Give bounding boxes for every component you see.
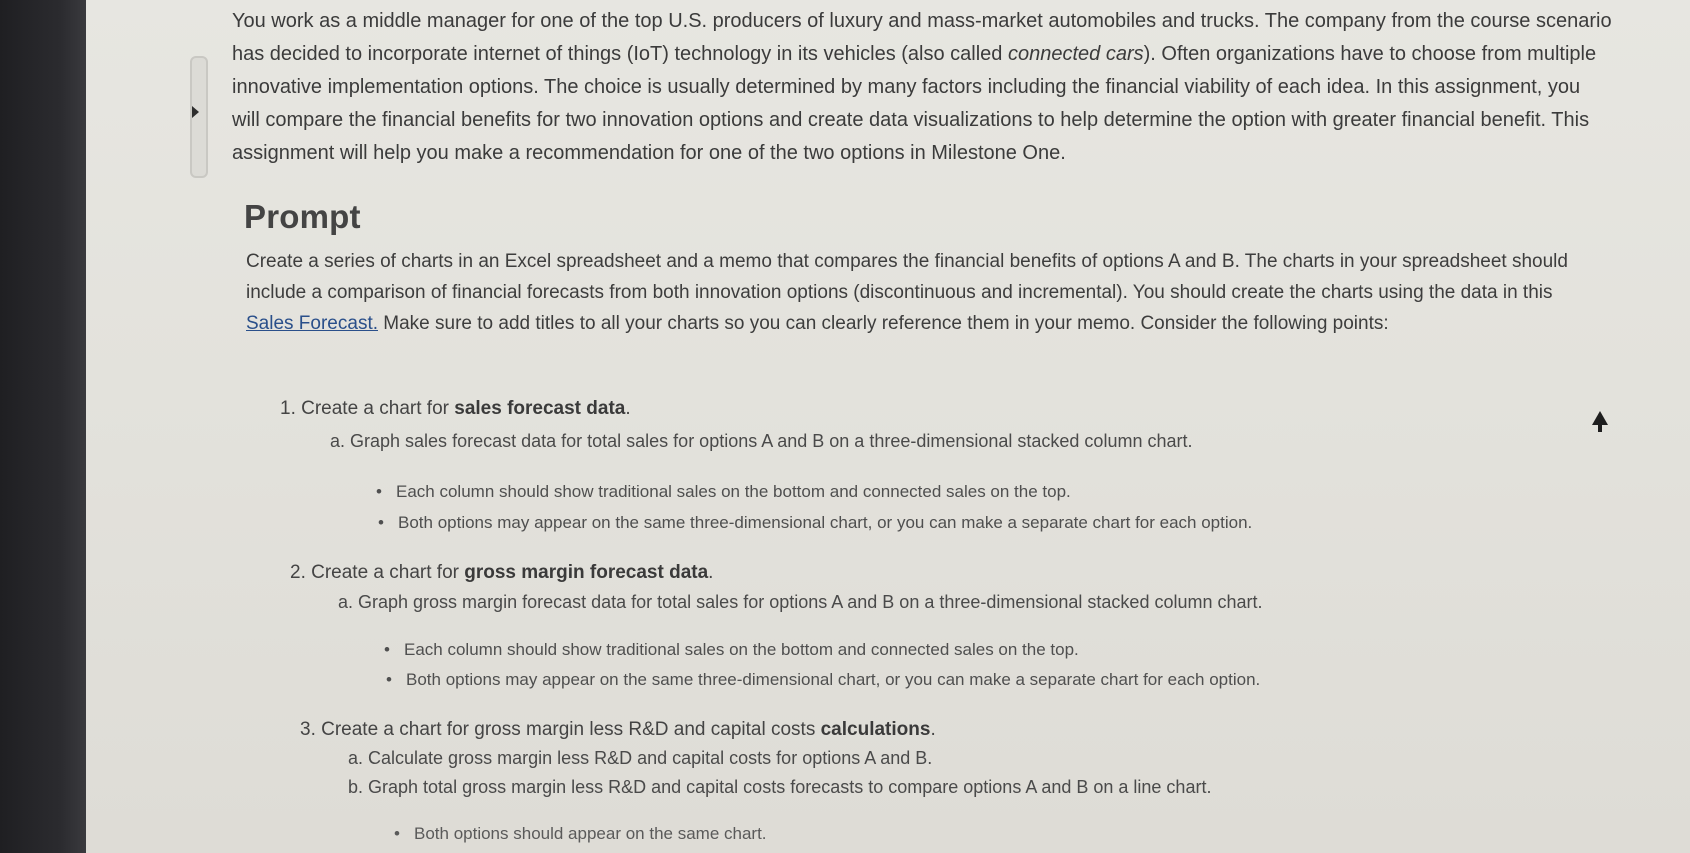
list-item-1-text: 1. Create a chart for <box>280 398 455 419</box>
monitor-bezel <box>0 0 86 853</box>
bullet-text: Both options may appear on the same three-dimensional chart, or you can make a separate chart for each option. <box>406 670 1261 689</box>
list-item-1a: a. Graph sales forecast data for total sales for options A and B on a three-dimensional stacked column chart. <box>330 431 1193 451</box>
list-item-1 <box>280 398 631 420</box>
bullet-icon: • <box>376 482 382 501</box>
prompt-heading: Prompt <box>244 198 361 235</box>
list-item-2 <box>290 562 713 584</box>
sales-forecast-link[interactable]: Sales Forecast. <box>246 313 378 334</box>
prompt-text-part1: Create a series of charts in an Excel spreadsheet and a memo that compares the financial benefits of options A and B. The charts in your spreadsheet should include a comparison of financial forecasts from both innovation options (discontinuous and incremental). You should create the charts using the data in this <box>246 251 1568 303</box>
list-item-3-end: . <box>930 719 936 740</box>
bullet-icon: • <box>378 513 384 532</box>
list-item-2-bold: gross margin forecast data <box>464 562 709 583</box>
prompt-paragraph <box>246 246 1596 339</box>
intro-text-part1: You work as a middle manager for one of the top U.S. producers of luxury and mass-market automobiles and trucks. The company from the course scenario has decided to incorporate internet of things (IoT) technology in its vehicles (also called <box>232 10 1612 65</box>
list-item-2-bullet-2 <box>386 670 1260 690</box>
intro-emphasis: connected cars <box>1007 43 1144 65</box>
list-item-2-end: . <box>708 562 714 583</box>
list-item-2a: a. Graph gross margin forecast data for total sales for options A and B on a three-dimensional stacked column chart. <box>338 592 1263 612</box>
list-item-3-text: 3. Create a chart for gross margin less R&D and capital costs <box>300 719 821 740</box>
intro-text-part2: ). Often organizations have to choose from multiple innovative implementation options. The choice is usually determined by many factors including the financial viability of each idea. In this assignment, you will compare the financial benefits for two innovation options and create data visualizations to help determine the option with greater financial benefit. This assignment will help you make a recommendation for one of the two options in Milestone One. <box>232 43 1597 164</box>
mouse-cursor-icon <box>1592 411 1608 425</box>
list-item-1-bullet-2 <box>378 513 1252 533</box>
list-item-2-bullet-1 <box>384 640 1079 660</box>
bullet-text: Both options may appear on the same three-dimensional chart, or you can make a separate chart for each option. <box>398 513 1253 532</box>
list-item-3a: a. Calculate gross margin less R&D and capital costs for options A and B. <box>348 748 933 768</box>
bullet-icon: • <box>394 824 400 843</box>
list-item-3b: b. Graph total gross margin less R&D and capital costs forecasts to compare options A and B on a line chart. <box>348 777 1212 797</box>
intro-paragraph <box>232 5 1612 170</box>
list-item-3-bold: calculations <box>820 719 931 740</box>
expand-arrow-icon[interactable] <box>192 106 199 118</box>
bullet-text: Each column should show traditional sales on the bottom and connected sales on the top. <box>404 640 1079 659</box>
list-item-3-bullet-1 <box>394 824 767 844</box>
list-item-1-end: . <box>625 398 631 419</box>
bullet-text: Both options should appear on the same chart. <box>414 824 767 843</box>
bullet-text: Each column should show traditional sales on the bottom and connected sales on the top. <box>396 482 1071 501</box>
list-item-1-bullet-1 <box>376 482 1071 502</box>
bullet-icon: • <box>384 640 390 659</box>
list-item-3 <box>300 719 936 741</box>
bullet-icon: • <box>386 670 392 689</box>
list-item-1-bold: sales forecast data <box>454 398 626 419</box>
list-item-2-text: 2. Create a chart for <box>290 562 465 583</box>
prompt-text-part2: Make sure to add titles to all your charts so you can clearly reference them in your memo. Consider the following points: <box>378 313 1389 334</box>
